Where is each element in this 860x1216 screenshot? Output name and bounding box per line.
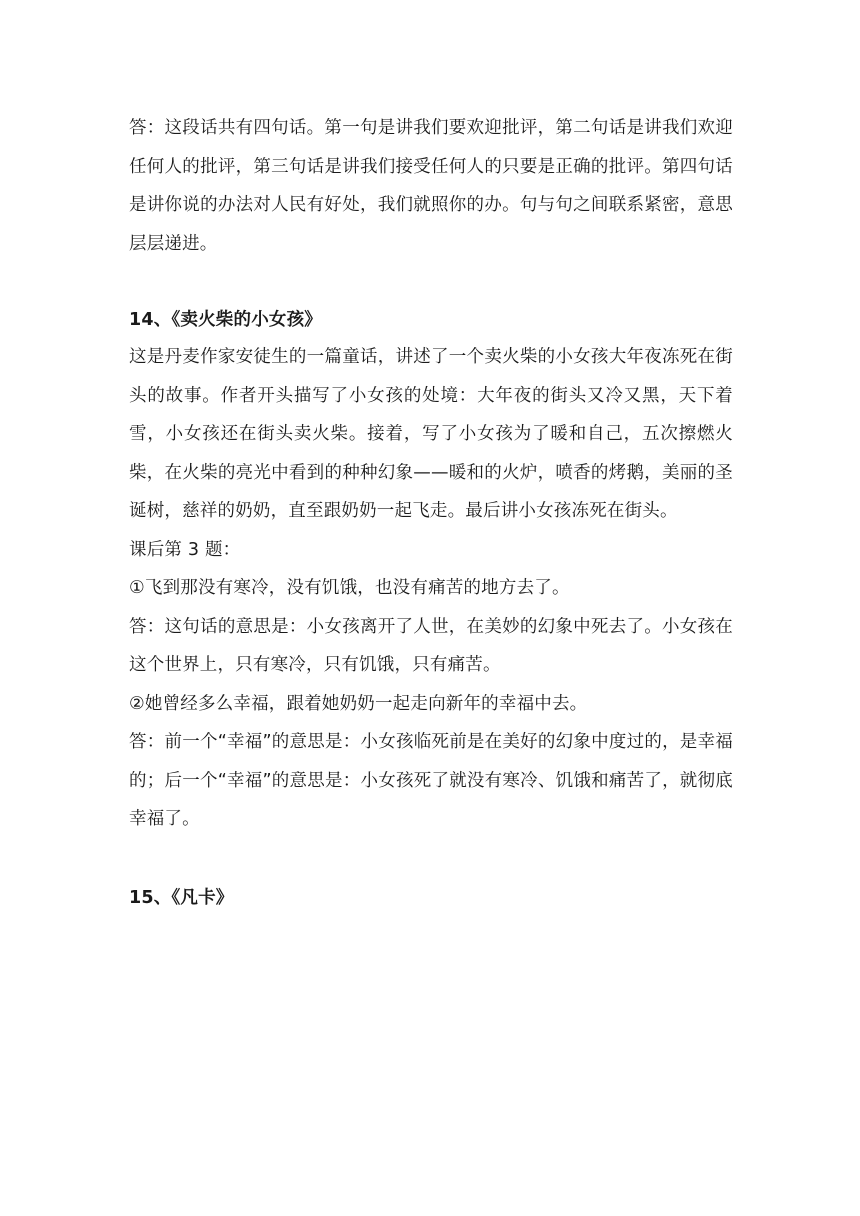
summary-paragraph-14: 这是丹麦作家安徒生的一篇童话，讲述了一个卖火柴的小女孩大年夜冻死在街头的故事。作者开头描写了小女孩的处境：大年夜的街头又冷又黑，天下着雪，小女孩还在街头卖火柴。接着，写了小女孩为了暖和自己，五次擦燃火柴，在火柴的亮光中看到的种种幻象——暖和的火炉，喷香的烤鹅，美丽的圣诞树，慈祥的奶奶，直至跟奶奶一起飞走。最后讲小女孩冻死在街头。 xyxy=(129,347,733,521)
document-content xyxy=(129,109,733,916)
question-1: ①飞到那没有寒冷，没有饥饿，也没有痛苦的地方去了。 xyxy=(129,578,570,598)
section-heading-14: 14、《卖火柴的小女孩》 xyxy=(129,310,323,330)
section-gap xyxy=(129,839,733,880)
question-2: ②她曾经多么幸福，跟着她奶奶一起走向新年的幸福中去。 xyxy=(129,693,588,714)
section-gap xyxy=(129,263,733,302)
answer-2: 答：前一个“幸福”的意思是：小女孩临死前是在美好的幻象中度过的，是幸福的；后一个“幸福”的意思是：小女孩死了就没有寒冷、饥饿和痛苦了，就彻底幸福了。 xyxy=(129,732,733,829)
section-heading-15: 15、《凡卡》 xyxy=(129,887,234,908)
exercise-label: 课后第 3 题： xyxy=(129,539,241,560)
answer-1: 答：这句话的意思是：小女孩离开了人世，在美妙的幻象中死去了。小女孩在这个世界上，只有寒冷，只有饥饿，只有痛苦。 xyxy=(129,616,733,675)
answer-paragraph-13: 答：这段话共有四句话。第一句是讲我们要欢迎批评，第二句话是讲我们欢迎任何人的批评，第三句话是讲我们接受任何人的只要是正确的批评。第四句话是讲你说的办法对人民有好处，我们就照你的办。句与句之间联系紧密，意思层层递进。 xyxy=(129,118,733,254)
